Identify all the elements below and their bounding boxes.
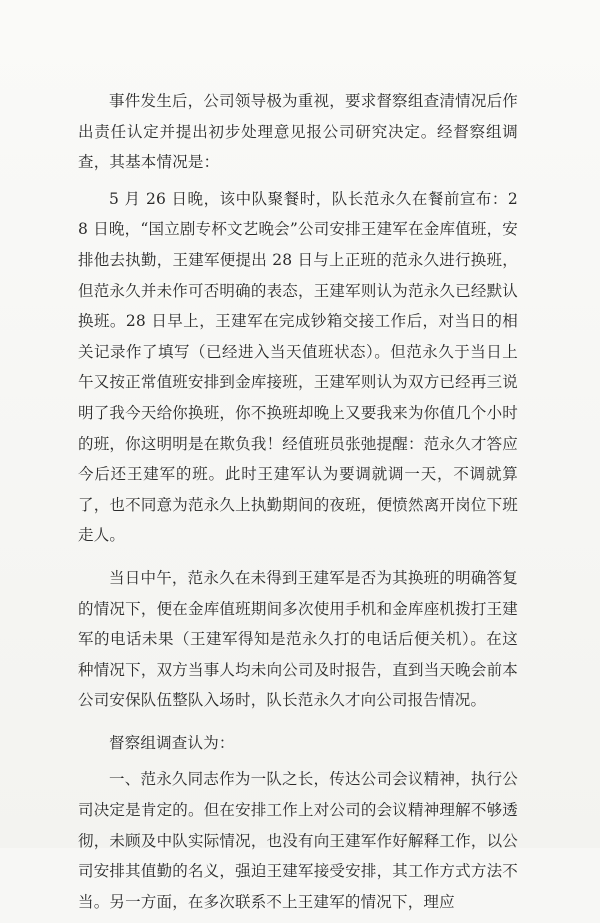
paragraph-noon-events: 当日中午，范永久在未得到王建军是否为其换班的明确答复的情况下，便在金库值班期间多次使用手机和金库座机拨打王建军的电话未果（王建军得知是范永久打的电话后便关机）。在这种情况下，双方当事人均未向公司及时报告，直到当天晚会前本公司安保队伍整队入场时，队长范永久才向公司报告情况。 — [78, 568, 518, 710]
paragraph-may-26-events: 5 月 26 日晚，该中队聚餐时，队长范永久在餐前宣布：28 日晚，“国立剧专杯文艺晚会”公司安排王建军在金库值班，安排他去执勤，王建军便提出 28 日与上正班的范永久进行换班，但范永久并未作可否明确的表态，王建军则认为范永久已经默认换班。28 日早上，王建军在完成钞箱交接工作后，对当日的相关记录作了填写（已经进入当天值班状态）。但范永久于当日上午又按正常值班安排到金库接班，王建军则认为双方已经再三说明了我今天给你换班，你不换班却晚上又要我来为你值几个小时的班，你这明明是在欺负我！经值班员张弛提醒：范永久才答应今后还王建军的班。此时王建军认为要调就调一天，不调就算了，也不同意为范永久上执勤期间的夜班，便愤然离开岗位下班走人。 — [78, 189, 518, 545]
paragraph-findings-heading: 督察组调查认为： — [109, 733, 235, 752]
paragraph-incident-intro: 事件发生后，公司领导极为重视，要求督察组查清情况后作出责任认定并提出初步处理意见报公司研究决定。经督察组调查，其基本情况是： — [78, 92, 518, 172]
paragraph-finding-one: 一、范永久同志作为一队之长，传达公司会议精神，执行公司决定是肯定的。但在安排工作上对公司的会议精神理解不够透彻，未顾及中队实际情况，也没有向王建军作好解释工作，以公司安排其值勤的名义，强迫王建军接受安排，其工作方式方法不当。另一方面，在多次联系不上王建军的情况下，理应 — [78, 770, 518, 911]
document-body — [78, 86, 518, 923]
